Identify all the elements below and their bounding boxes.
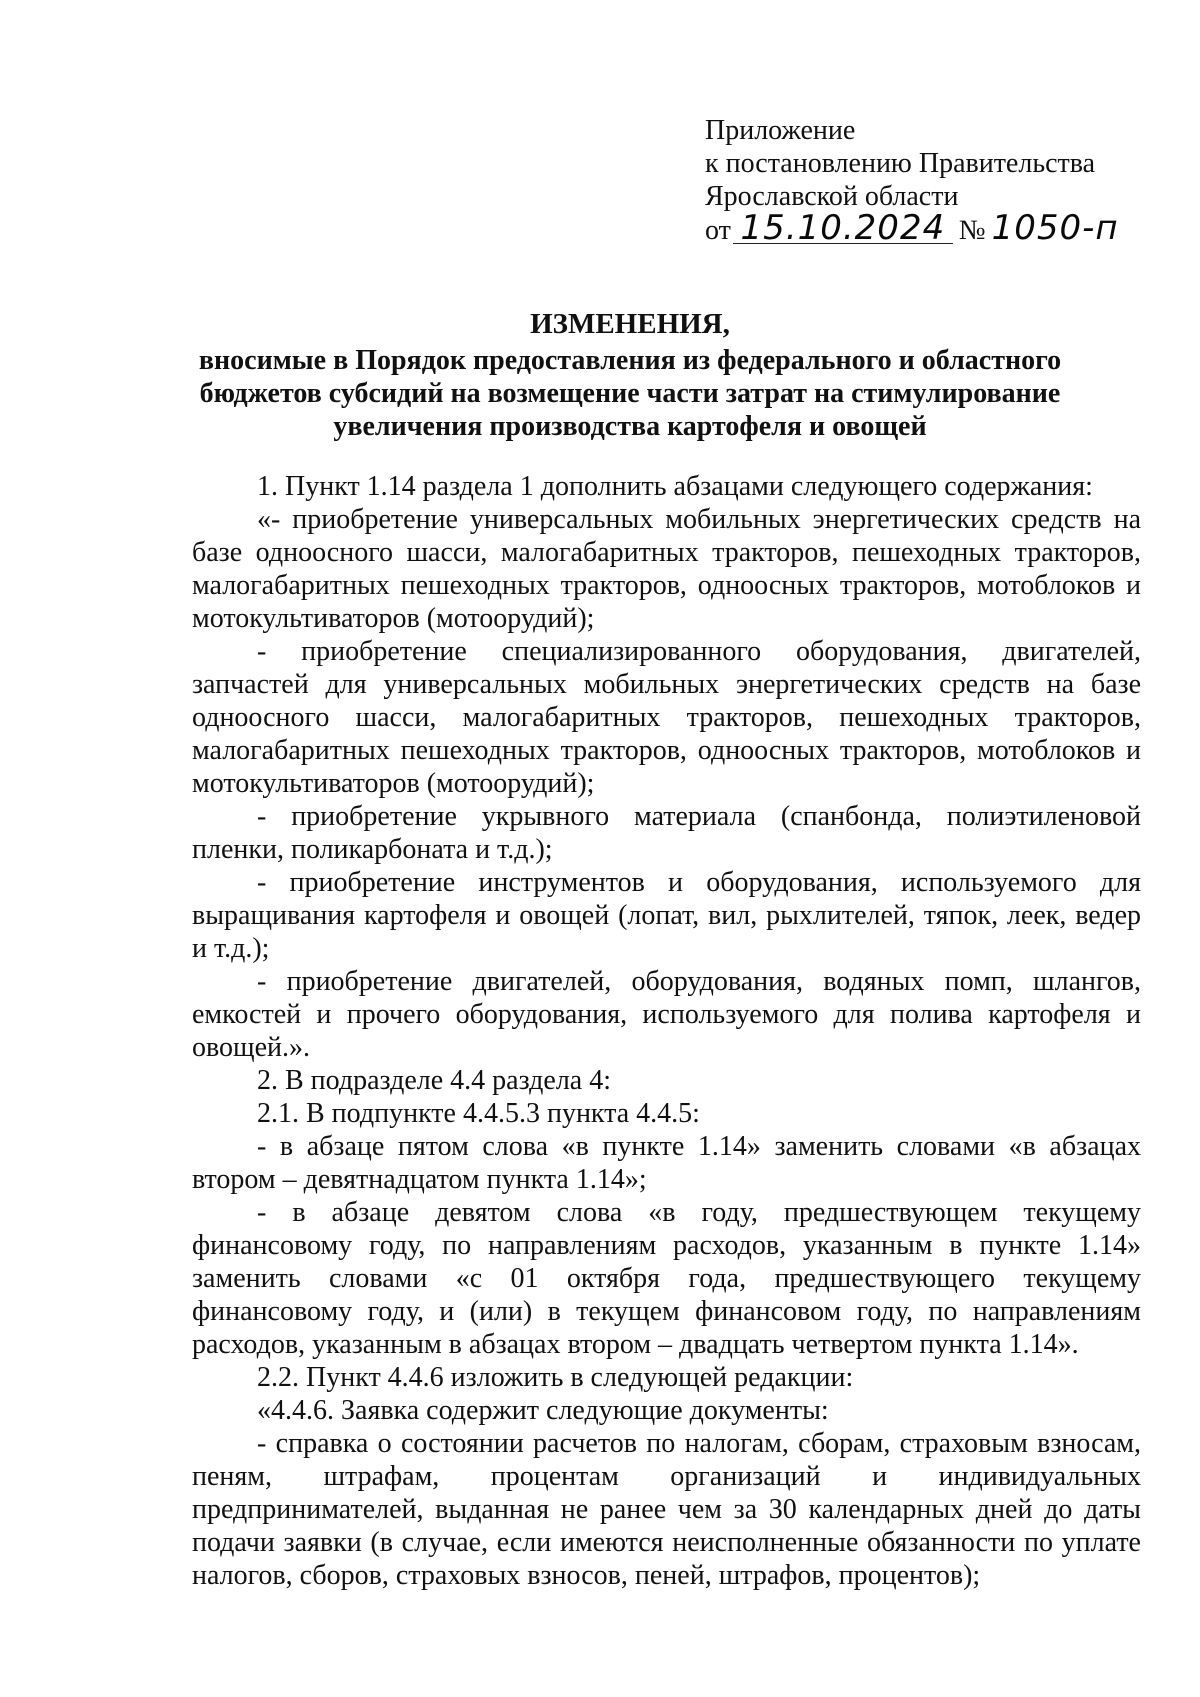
paragraph-abstract-1: «- приобретение универсальных мобильных энергетических средств на базе одноосного шасси, малогабаритных тракторов, пешеходных тракторов, малогабаритных пешеходных тракторов, одноосных тракторов, мотоблоков и мотокультиваторов (мотоорудий); [192,504,1141,634]
date-number-row [705,208,1145,253]
handwritten-number: 1050-п [991,208,1119,248]
paragraph-abstract-4: - приобретение инструментов и оборудования, используемого для выращивания картофеля и овощей (лопат, вил, рыхлителей, тяпок, леек, ведер и т.д.); [192,867,1141,964]
appendix-line-3: Ярославской области [705,181,959,212]
appendix-line-2: к постановлению Правительства [705,148,1096,179]
paragraph-item-1: 1. Пункт 1.14 раздела 1 дополнить абзацами следующего содержания: [257,471,1093,502]
paragraph-abstract-2: - приобретение специализированного оборудования, двигателей, запчастей для универсальных мобильных энергетических средств на базе одноосного шасси, малогабаритных тракторов, пешеходных тракторов, малогабаритных пешеходных тракторов, одноосных тракторов, мотоблоков и мотокультиваторов (мотоорудий); [192,636,1141,799]
number-sign: № [958,215,986,246]
paragraph-abstract-3: - приобретение укрывного материала (спанбонда, полиэтиленовой пленки, поликарбоната и т.д.); [192,801,1141,865]
paragraph-item-4-4-6: «4.4.6. Заявка содержит следующие документы: [257,1395,829,1426]
title-line-3: увеличения производства картофеля и овощей [333,411,927,442]
appendix-line-1: Приложение [705,115,856,146]
paragraph-item-2-1: 2.1. В подпункте 4.4.5.3 пункта 4.4.5: [257,1098,700,1129]
date-prefix: от [705,215,731,246]
paragraph-item-2-2: 2.2. Пункт 4.4.6 изложить в следующей редакции: [257,1362,854,1393]
paragraph-change-1: - в абзаце пятом слова «в пункте 1.14» заменить словами «в абзацах втором – девятнадцатом пункта 1.14»; [192,1131,1141,1195]
document-body [192,470,1141,1592]
title-main: ИЗМЕНЕНИЯ, [530,308,730,340]
paragraph-item-2: 2. В подразделе 4.4 раздела 4: [257,1065,611,1096]
paragraph-doc-1: - справка о состоянии расчетов по налогам, сборам, страховым взносам, пеням, штрафам, процентам организаций и индивидуальных предпринимателей, выданная не ранее чем за 30 календарных дней до даты подачи заявки (в случае, если имеются неисполненные обязанности по уплате налогов, сборов, страховых взносов, пеней, штрафов, процентов); [192,1428,1141,1591]
handwritten-date: 15.10.2024 [733,213,953,244]
appendix-note [705,114,1145,253]
title-line-1: вносимые в Порядок предоставления из федерального и областного [198,345,1062,376]
paragraph-change-2: - в абзаце девятом слова «в году, предшествующем текущему финансовому году, по направлениям расходов, указанным в пункте 1.14» заменить словами «с 01 октября года, предшествующего текущему финансовому году, и (или) в текущем финансовом году, по направлениям расходов, указанным в абзацах втором – двадцать четвертом пункта 1.14». [192,1197,1141,1360]
document-title [180,308,1080,443]
paragraph-abstract-5: - приобретение двигателей, оборудования, водяных помп, шлангов, емкостей и прочего оборудования, используемого для полива картофеля и овощей.». [192,966,1141,1063]
title-line-2: бюджетов субсидий на возмещение части затрат на стимулирование [199,378,1061,409]
